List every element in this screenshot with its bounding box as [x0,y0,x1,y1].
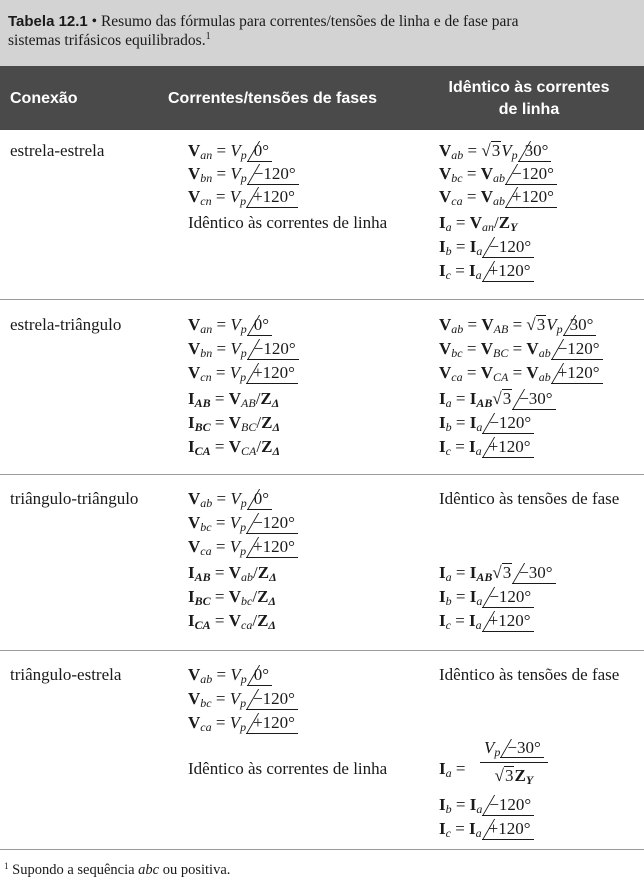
formula: Van = Vp 0° [188,313,272,337]
footnote-mark: 1 [4,861,9,871]
row-divider [0,650,644,651]
row-divider [0,299,644,300]
formula: Ia = [439,759,466,780]
formula: Vca = Vab +120° [439,185,557,209]
connection-type: triângulo-estrela [10,665,122,684]
formula: Vab = Vp 0° [188,663,272,687]
table-row [0,663,644,843]
table-label: Tabela 12.1 [8,13,88,30]
formula: Vab = √3Vp 30° [439,139,551,163]
header-line-text1: Idêntico às correntes [448,79,610,96]
formula: Vca = VCA = Vab +120° [439,361,603,385]
fraction: $\frac{Vp -30^\circ}{√3ZY}$ [480,737,548,788]
connection-type: estrela-triângulo [10,315,122,334]
formula: Ib = Ia −120° [439,793,534,817]
header-line-text2: de linha [498,101,560,118]
table-row [0,487,644,637]
formula: Vbc = Vp −120° [188,511,298,535]
formula: Ib = Ia −120° [439,235,534,259]
row-divider [0,474,644,475]
connection-type: triângulo-triângulo [10,489,139,508]
formula: Vbn = Vp −120° [188,162,299,186]
caption-text-line2: sistemas trifásicos equilibrados. [8,32,206,49]
formula: Vbn = Vp −120° [188,337,299,361]
footnote [4,862,230,879]
table-bottom-rule [0,849,644,850]
formula: Vca = Vp +120° [188,535,298,559]
formula: IAB = Vab/ZΔ [188,563,277,584]
formula: IBC = VBC/ZΔ [188,413,280,434]
formula: Ib = Ia −120° [439,411,534,435]
formula: Ic = Ia +120° [439,609,534,633]
table-header [0,66,644,130]
formula: Vcn = Vp +120° [188,185,298,209]
formula: Vbc = Vab −120° [439,162,557,186]
formula: IAB = VAB/ZΔ [188,389,280,410]
line-note: Idêntico às tensões de fase [439,489,620,508]
formula: Ic = Ia +120° [439,435,534,459]
phase-note: Idêntico às correntes de linha [188,213,388,232]
formula: Ia = Van/ZY [439,213,518,234]
formula: ICA = Vca/ZΔ [188,611,276,632]
table-row [0,139,644,299]
table-row [0,313,644,463]
header-line [432,77,626,121]
line-note: Idêntico às tensões de fase [439,665,620,684]
formula: Ib = Ia −120° [439,585,534,609]
header-connection: Conexão [10,90,78,107]
formula: Ic = Ia +120° [439,817,534,841]
header-phase: Correntes/tensões de fases [168,90,377,107]
table-caption [0,0,644,66]
formula: Vca = Vp +120° [188,711,298,735]
formula: ICA = VCA/ZΔ [188,437,280,458]
caption-footnote-mark: 1 [205,31,211,42]
caption-bullet: • [91,13,98,30]
formula: Ic = Ia +120° [439,259,534,283]
formula: Ia = IAB√3 −30° [439,561,556,585]
formula: Vbc = VBC = Vab −120° [439,337,603,361]
formula: Vab = VAB = √3Vp 30° [439,313,596,337]
formula: Ia = IAB√3 −30° [439,387,556,411]
formula: Van = Vp 0° [188,139,272,163]
caption-text-line1: Resumo das fórmulas para correntes/tensões de linha e de fase para [100,13,519,30]
phase-note: Idêntico às correntes de linha [188,759,388,778]
connection-type: estrela-estrela [10,141,105,160]
footnote-text-before: Supondo a sequência [12,862,135,878]
formula: Vab = Vp 0° [188,487,272,511]
formula: Vbc = Vp −120° [188,687,298,711]
footnote-emphasis: abc [138,862,160,878]
formula: IBC = Vbc/ZΔ [188,587,276,608]
footnote-text-after: ou positiva. [162,862,231,878]
formula: Vcn = Vp +120° [188,361,298,385]
